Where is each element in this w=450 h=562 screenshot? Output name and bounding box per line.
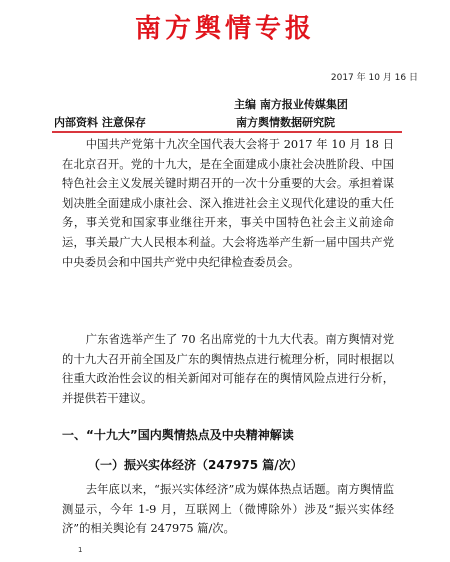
page-number: 1 <box>78 546 83 554</box>
report-date: 2017 年 10 月 16 日 <box>330 73 418 83</box>
intro-paragraph: 中国共产党第十九次全国代表大会将于 2017 年 10 月 18 日在北京召开。党的十九大，是在全面建成小康社会决胜阶段、中国特色社会主义发展关键时期召开的一次十分重要的大会。承担着谋划决胜全面建成小康社会、深入推进社会主义现代化建设的重大任务，事关党和国家事业继往开来，事关中国特色社会主义前途命运，事关最广大人民根本利益。大会将选举产生新一届中国共产党中央委员会和中国共产党中央纪律检查委员会。 <box>62 138 394 269</box>
header-divider <box>52 131 402 133</box>
subsection-heading: （一）振兴实体经济（247975 篇/次） <box>88 458 303 472</box>
editor-line: 主编 南方报业传媒集团 <box>234 98 348 111</box>
institute-name: 南方舆情数据研究院 <box>236 116 335 129</box>
masthead-title: 南方舆情专报 <box>134 14 315 44</box>
economy-paragraph: 去年底以来，“振兴实体经济”成为媒体热点话题。南方舆情监测显示，今年 1-9 月，互联网上（微博除外）涉及“振兴实体经济”的相关舆论有 247975 篇/次。 <box>62 483 394 536</box>
confidential-notice: 内部资料 注意保存 <box>54 116 146 129</box>
delegates-paragraph: 广东省选举产生了 70 名出席党的十九大代表。南方舆情对党的十九大召开前全国及广东的舆情热点进行梳理分析，同时根据以往重大政治性会议的相关新闻对可能存在的舆情风险点进行分析，并提供若干建议。 <box>62 333 394 405</box>
section-heading: 一、“十九大”国内舆情热点及中央精神解读 <box>62 428 294 442</box>
